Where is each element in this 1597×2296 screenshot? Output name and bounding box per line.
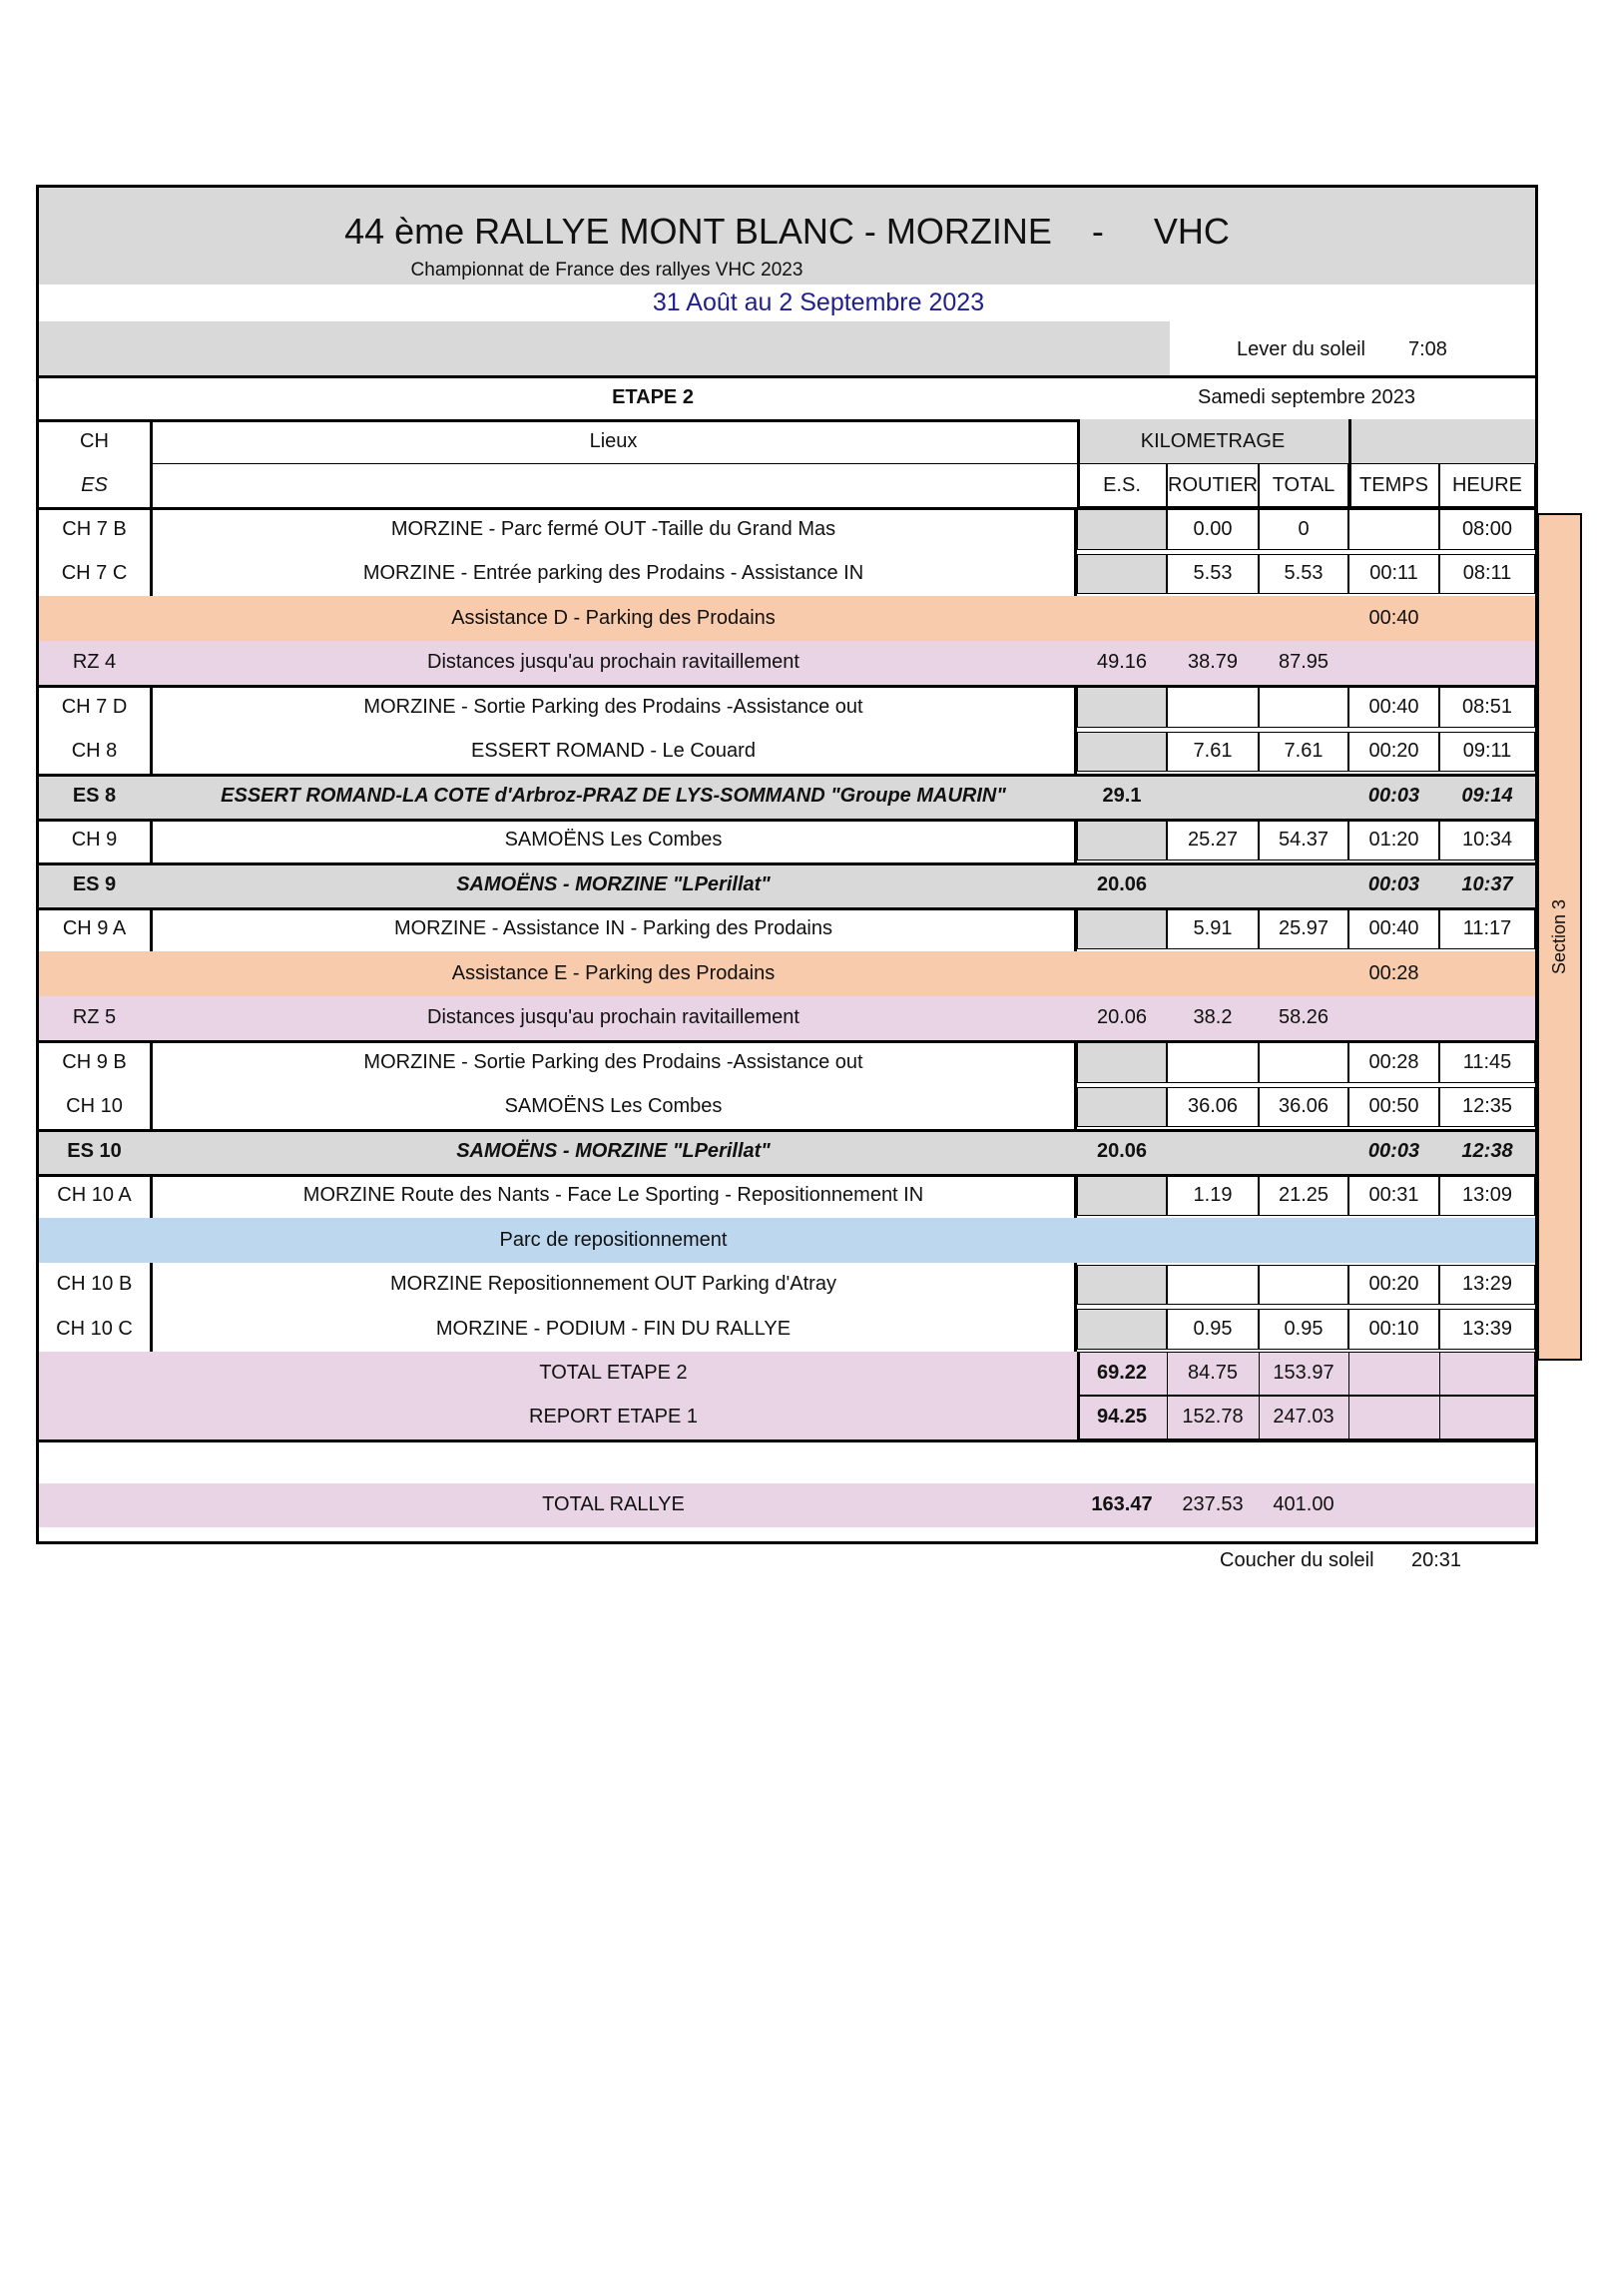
row-routier: 7.61 xyxy=(1193,740,1233,763)
row-lieu: MORZINE - Assistance IN - Parking des Prodains xyxy=(393,917,833,940)
row-divider xyxy=(39,1439,1535,1442)
row-es-km: 20.06 xyxy=(1096,872,1148,895)
sunrise-label: Lever du soleil xyxy=(1237,337,1365,360)
column-es: ES xyxy=(81,473,108,496)
sunrise-time: 7:08 xyxy=(1408,337,1447,360)
row-routier: 0.95 xyxy=(1193,1317,1233,1340)
row-heure xyxy=(1439,1218,1535,1263)
row-total xyxy=(1259,951,1348,996)
row-total xyxy=(1259,1129,1348,1174)
row-routier xyxy=(1167,774,1259,819)
column-divider xyxy=(1348,1352,1349,1396)
row-es-km xyxy=(1077,1040,1167,1085)
header-cell-box xyxy=(1439,463,1535,507)
section-label: Section 3 xyxy=(1549,898,1569,975)
row-temps xyxy=(1348,507,1439,552)
lieu-cell-box xyxy=(150,1263,1077,1308)
row-heure: 11:45 xyxy=(1462,1050,1512,1073)
row-routier: 38.2 xyxy=(1193,1006,1233,1029)
rally-dates: 31 Août au 2 Septembre 2023 xyxy=(652,287,985,316)
row-code: CH 10 xyxy=(66,1095,123,1118)
lieu-cell-box xyxy=(150,1040,1077,1085)
row-heure: 11:17 xyxy=(1462,917,1512,940)
row-temps: 00:28 xyxy=(1368,1050,1419,1073)
row-routier: 1.19 xyxy=(1193,1184,1233,1207)
lieu-cell-box xyxy=(150,907,1077,952)
row-es-km: 20.06 xyxy=(1096,1139,1148,1162)
row-es-km xyxy=(1077,730,1167,775)
row-es-km xyxy=(1077,819,1167,863)
lieu-cell-box xyxy=(150,685,1077,730)
row-total: 7.61 xyxy=(1284,740,1324,763)
row-code: ES 8 xyxy=(72,784,117,807)
row-heure xyxy=(1439,951,1535,996)
row-heure: 08:00 xyxy=(1461,517,1513,540)
row-lieu: Distances jusqu'au prochain ravitaillement xyxy=(427,651,799,674)
row-lieu: MORZINE - Entrée parking des Prodains - Assistance IN xyxy=(362,562,864,585)
header-cell-box xyxy=(1077,463,1167,507)
row-temps: 00:03 xyxy=(1367,784,1420,807)
row-routier xyxy=(1167,1263,1259,1308)
column-total: TOTAL xyxy=(1272,473,1335,496)
row-es-km xyxy=(1077,1174,1167,1219)
total-routier: 152.78 xyxy=(1182,1406,1244,1428)
row-total xyxy=(1259,1263,1348,1308)
row-heure: 13:29 xyxy=(1461,1273,1513,1296)
lieu-cell-box xyxy=(150,730,1077,775)
row-lieu: MORZINE Route des Nants - Face Le Sporting - Repositionnement IN xyxy=(302,1184,924,1207)
row-es-km: 29.1 xyxy=(1102,784,1142,807)
column-kilometrage: KILOMETRAGE xyxy=(1140,429,1286,452)
header-cell-box xyxy=(1348,463,1439,507)
lieu-cell-box xyxy=(150,1174,1077,1219)
total-total: 153.97 xyxy=(1273,1362,1334,1384)
row-total: 25.97 xyxy=(1278,917,1330,940)
column-routier: ROUTIER xyxy=(1168,473,1258,496)
row-code: CH 8 xyxy=(71,740,118,763)
roadbook-table xyxy=(36,185,1538,1544)
total-es: 69.22 xyxy=(1096,1362,1148,1384)
row-lieu: SAMOËNS - MORZINE "LPerillat" xyxy=(456,1139,771,1162)
row-total xyxy=(1259,862,1348,907)
row-total xyxy=(1259,1040,1348,1085)
row-temps: 00:28 xyxy=(1368,961,1419,984)
row-total: 21.25 xyxy=(1278,1184,1330,1207)
column-divider xyxy=(1348,1396,1349,1439)
row-lieu: SAMOËNS Les Combes xyxy=(504,1095,723,1118)
row-heure: 12:35 xyxy=(1461,1095,1513,1118)
lieu-cell-box xyxy=(150,1307,1077,1352)
row-routier: 36.06 xyxy=(1187,1095,1239,1118)
row-heure: 09:14 xyxy=(1461,784,1513,807)
row-es-km: 20.06 xyxy=(1096,1006,1148,1029)
row-routier xyxy=(1167,685,1259,730)
total-label: REPORT ETAPE 1 xyxy=(529,1406,698,1428)
row-lieu: MORZINE - PODIUM - FIN DU RALLYE xyxy=(435,1317,792,1340)
row-code: CH 7 D xyxy=(61,695,128,718)
row-lieu: Parc de repositionnement xyxy=(499,1228,728,1251)
sunset-time: 20:31 xyxy=(1411,1548,1462,1571)
row-routier xyxy=(1167,951,1259,996)
row-total: 54.37 xyxy=(1278,829,1330,852)
total-total: 247.03 xyxy=(1273,1406,1334,1428)
lieu-cell-box xyxy=(150,507,1077,552)
row-es-km xyxy=(1077,596,1167,641)
row-temps: 00:31 xyxy=(1368,1184,1419,1207)
row-lieu: Distances jusqu'au prochain ravitaillement xyxy=(427,1006,799,1029)
row-temps xyxy=(1348,996,1439,1041)
row-total xyxy=(1259,685,1348,730)
row-temps: 01:20 xyxy=(1368,829,1419,852)
etape-day: Samedi septembre 2023 xyxy=(1198,385,1415,408)
row-temps: 00:03 xyxy=(1367,1139,1420,1162)
row-total: 36.06 xyxy=(1278,1095,1330,1118)
row-code xyxy=(39,596,150,641)
row-code: CH 10 C xyxy=(56,1317,133,1340)
total-es: 94.25 xyxy=(1096,1406,1148,1428)
row-code: RZ 5 xyxy=(72,1006,117,1029)
row-es-km xyxy=(1077,1307,1167,1352)
row-lieu: MORZINE Repositionnement OUT Parking d'Atray xyxy=(390,1273,836,1296)
rally-title: 44 ème RALLYE MONT BLANC - MORZINE - VHC xyxy=(344,211,1230,252)
row-es-km xyxy=(1077,552,1167,597)
row-heure: 10:34 xyxy=(1461,829,1513,852)
grand-total-es: 163.47 xyxy=(1091,1493,1153,1515)
row-code: CH 10 B xyxy=(56,1273,133,1296)
row-heure: 10:37 xyxy=(1461,872,1513,895)
column-divider xyxy=(1439,1396,1440,1439)
row-code: CH 10 A xyxy=(57,1184,132,1207)
lieu-cell-box xyxy=(150,819,1077,863)
grand-total-routier: 237.53 xyxy=(1182,1493,1244,1515)
row-lieu: MORZINE - Parc fermé OUT -Taille du Grand Mas xyxy=(390,517,836,540)
row-temps: 00:40 xyxy=(1368,606,1419,629)
row-code xyxy=(39,1218,150,1263)
row-code: CH 9 xyxy=(71,829,118,852)
row-total xyxy=(1259,774,1348,819)
row-temps: 00:20 xyxy=(1368,740,1419,763)
row-code: ES 10 xyxy=(67,1139,122,1162)
row-temps xyxy=(1348,1218,1439,1263)
row-es-km xyxy=(1077,1085,1167,1130)
row-code: CH 7 B xyxy=(62,517,127,540)
row-lieu: Assistance D - Parking des Prodains xyxy=(451,606,776,629)
row-routier: 5.53 xyxy=(1193,562,1233,585)
row-total: 0.95 xyxy=(1284,1317,1324,1340)
row-code: RZ 4 xyxy=(72,651,117,674)
row-es-km xyxy=(1077,1263,1167,1308)
row-lieu: SAMOËNS - MORZINE "LPerillat" xyxy=(456,872,771,895)
row-es-km xyxy=(1077,685,1167,730)
temps-header-bg xyxy=(1348,419,1535,463)
row-es-km xyxy=(1077,907,1167,952)
row-routier xyxy=(1167,1040,1259,1085)
row-heure: 09:11 xyxy=(1462,740,1512,763)
row-heure: 08:51 xyxy=(1461,695,1513,718)
row-routier xyxy=(1167,1218,1259,1263)
row-lieu: MORZINE - Sortie Parking des Prodains -Assistance out xyxy=(363,695,863,718)
row-heure xyxy=(1439,596,1535,641)
row-code: CH 9 A xyxy=(62,917,127,940)
column-temps: TEMPS xyxy=(1359,473,1428,496)
row-es-km xyxy=(1077,951,1167,996)
column-ch: CH xyxy=(80,429,109,452)
row-total: 87.95 xyxy=(1278,651,1330,674)
row-routier: 5.91 xyxy=(1193,917,1233,940)
row-temps: 00:50 xyxy=(1368,1095,1419,1118)
total-routier: 84.75 xyxy=(1187,1362,1239,1384)
etape-label: ETAPE 2 xyxy=(612,385,694,408)
row-heure: 13:09 xyxy=(1461,1184,1513,1207)
row-routier xyxy=(1167,1129,1259,1174)
row-temps: 00:40 xyxy=(1368,695,1419,718)
header-cell-box xyxy=(1259,463,1348,507)
row-lieu: MORZINE - Sortie Parking des Prodains -Assistance out xyxy=(363,1050,863,1073)
row-temps: 00:40 xyxy=(1368,917,1419,940)
row-es-km xyxy=(1077,1218,1167,1263)
row-es-km xyxy=(1077,507,1167,552)
row-code: CH 9 B xyxy=(62,1050,127,1073)
row-lieu: Assistance E - Parking des Prodains xyxy=(451,961,776,984)
row-routier: 25.27 xyxy=(1187,829,1239,852)
row-temps: 00:11 xyxy=(1369,562,1418,585)
championship-subtitle: Championnat de France des rallyes VHC 2023 xyxy=(410,260,803,281)
row-routier xyxy=(1167,596,1259,641)
row-es-km: 49.16 xyxy=(1096,651,1148,674)
grand-total-label: TOTAL RALLYE xyxy=(542,1493,685,1515)
row-heure xyxy=(1439,641,1535,686)
column-es-km: E.S. xyxy=(1103,473,1141,496)
row-code: ES 9 xyxy=(72,872,117,895)
row-total xyxy=(1259,596,1348,641)
sunset-label: Coucher du soleil xyxy=(1220,1548,1374,1571)
row-routier: 0.00 xyxy=(1193,517,1233,540)
column-lieux: Lieux xyxy=(589,429,638,452)
row-routier: 38.79 xyxy=(1187,651,1239,674)
row-temps: 00:10 xyxy=(1368,1317,1419,1340)
row-total: 0 xyxy=(1298,517,1310,540)
row-total: 5.53 xyxy=(1284,562,1324,585)
row-lieu: SAMOËNS Les Combes xyxy=(504,829,723,852)
row-total xyxy=(1259,1218,1348,1263)
column-heure: HEURE xyxy=(1451,473,1522,496)
row-total: 58.26 xyxy=(1278,1006,1330,1029)
row-heure: 12:38 xyxy=(1461,1139,1513,1162)
row-routier xyxy=(1167,862,1259,907)
column-divider xyxy=(1439,1352,1440,1396)
row-heure: 13:39 xyxy=(1461,1317,1513,1340)
row-lieu: ESSERT ROMAND-LA COTE d'Arbroz-PRAZ DE LYS-SOMMAND "Groupe MAURIN" xyxy=(221,784,1006,807)
grand-total-total: 401.00 xyxy=(1273,1493,1334,1515)
row-temps: 00:03 xyxy=(1367,872,1420,895)
row-heure: 08:11 xyxy=(1462,562,1512,585)
row-temps: 00:20 xyxy=(1368,1273,1419,1296)
row-heure xyxy=(1439,996,1535,1041)
row-temps xyxy=(1348,641,1439,686)
total-label: TOTAL ETAPE 2 xyxy=(539,1362,688,1384)
row-lieu: ESSERT ROMAND - Le Couard xyxy=(471,740,756,763)
row-code: CH 7 C xyxy=(61,562,128,585)
header-cell-box xyxy=(1167,463,1259,507)
sunrise-gray-bar xyxy=(39,321,1170,375)
lieu-cell-box xyxy=(150,552,1077,597)
row-code xyxy=(39,951,150,996)
lieu-cell-box xyxy=(150,1085,1077,1130)
